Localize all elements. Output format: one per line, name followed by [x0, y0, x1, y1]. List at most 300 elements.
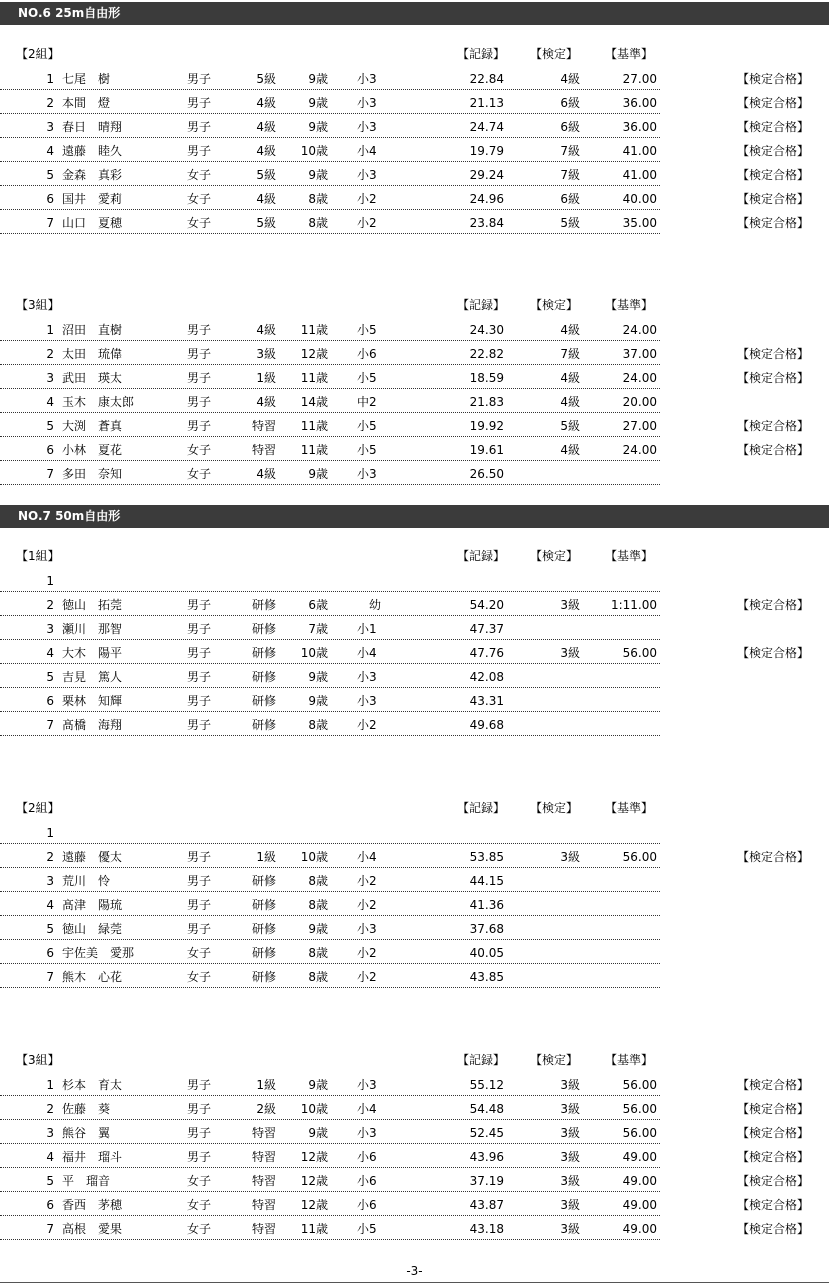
- row-dotted-rule: [0, 484, 660, 485]
- gender: 女子: [187, 946, 212, 960]
- current-level: 研修: [251, 718, 276, 732]
- swimmer-name: 徳山 緑莞: [62, 922, 123, 936]
- row-dotted-rule: [0, 89, 660, 90]
- row-dotted-rule: [0, 915, 660, 916]
- record-time: 29.24: [469, 168, 504, 182]
- swimmer-name: 徳山 拓莞: [62, 598, 123, 612]
- group-header: [0, 547, 829, 565]
- gender: 女子: [187, 1174, 212, 1188]
- gender: 男子: [187, 395, 212, 409]
- standard-time: 41.00: [622, 144, 657, 158]
- lane-number: 4: [46, 1150, 54, 1164]
- pass-status: 【検定合格】: [737, 419, 810, 433]
- test-level: 4級: [560, 72, 580, 86]
- lane-number: 3: [46, 1126, 54, 1140]
- swimmer-name: 山口 夏穂: [62, 216, 123, 230]
- school-grade: 小3: [357, 670, 377, 684]
- lane-number: 7: [46, 467, 54, 481]
- record-time: 54.48: [469, 1102, 504, 1116]
- swimmer-name: 玉木 康太郎: [62, 395, 135, 409]
- page-number: -3-: [406, 1264, 423, 1278]
- age: 8歳: [308, 898, 328, 912]
- group-header: [0, 45, 829, 63]
- group-label: 【1組】: [16, 549, 60, 563]
- school-grade: 小1: [357, 622, 377, 636]
- row-dotted-rule: [0, 591, 660, 592]
- row-dotted-rule: [0, 687, 660, 688]
- gender: 男子: [187, 718, 212, 732]
- result-row: [0, 617, 829, 641]
- test-level: 3級: [560, 1078, 580, 1092]
- pass-status: 【検定合格】: [737, 371, 810, 385]
- swimmer-name: 本間 燈: [62, 96, 111, 110]
- record-time: 47.37: [469, 622, 504, 636]
- pass-status: 【検定合格】: [737, 347, 810, 361]
- kijun-header: 【基準】: [605, 47, 654, 61]
- standard-time: 27.00: [622, 419, 657, 433]
- result-row: [0, 689, 829, 713]
- lane-number: 7: [46, 718, 54, 732]
- row-dotted-rule: [0, 615, 660, 616]
- school-grade: 小5: [357, 443, 377, 457]
- record-time: 42.08: [469, 670, 504, 684]
- standard-time: 49.00: [622, 1174, 657, 1188]
- gender: 男子: [187, 371, 212, 385]
- age: 8歳: [308, 718, 328, 732]
- age: 9歳: [308, 467, 328, 481]
- current-level: 研修: [251, 598, 276, 612]
- pass-status: 【検定合格】: [737, 216, 810, 230]
- kijun-header: 【基準】: [605, 801, 654, 815]
- pass-status: 【検定合格】: [737, 598, 810, 612]
- row-dotted-rule: [0, 843, 660, 844]
- school-grade: 小3: [357, 922, 377, 936]
- row-dotted-rule: [0, 867, 660, 868]
- row-dotted-rule: [0, 1167, 660, 1168]
- row-dotted-rule: [0, 1191, 660, 1192]
- record-time: 47.76: [469, 646, 504, 660]
- swimmer-name: 太田 琉偉: [62, 347, 123, 361]
- standard-time: 56.00: [622, 1126, 657, 1140]
- row-dotted-rule: [0, 639, 660, 640]
- swimmer-name: 国井 愛莉: [62, 192, 123, 206]
- current-level: 4級: [256, 144, 276, 158]
- test-level: 3級: [560, 850, 580, 864]
- school-grade: 小3: [357, 168, 377, 182]
- current-level: 研修: [251, 646, 276, 660]
- age: 12歳: [300, 1150, 328, 1164]
- age: 6歳: [308, 598, 328, 612]
- lane-number: 7: [46, 970, 54, 984]
- record-time: 52.45: [469, 1126, 504, 1140]
- current-level: 研修: [251, 874, 276, 888]
- current-level: 研修: [251, 694, 276, 708]
- gender: 女子: [187, 216, 212, 230]
- gender: 男子: [187, 646, 212, 660]
- lane-number: 1: [46, 72, 54, 86]
- test-level: 3級: [560, 1150, 580, 1164]
- school-grade: 小2: [357, 192, 377, 206]
- record-time: 19.61: [469, 443, 504, 457]
- age: 11歳: [300, 371, 328, 385]
- result-row: [0, 67, 829, 91]
- record-time: 22.82: [469, 347, 504, 361]
- standard-time: 56.00: [622, 646, 657, 660]
- result-row: [0, 965, 829, 989]
- record-time: 43.18: [469, 1222, 504, 1236]
- result-row: [0, 1097, 829, 1121]
- kijun-header: 【基準】: [605, 549, 654, 563]
- lane-number: 3: [46, 371, 54, 385]
- row-dotted-rule: [0, 939, 660, 940]
- current-level: 4級: [256, 96, 276, 110]
- current-level: 4級: [256, 192, 276, 206]
- pass-status: 【検定合格】: [737, 120, 810, 134]
- swimmer-name: 宇佐美 愛那: [62, 946, 135, 960]
- current-level: 1級: [256, 850, 276, 864]
- row-dotted-rule: [0, 137, 660, 138]
- lane-number: 4: [46, 898, 54, 912]
- record-time: 54.20: [469, 598, 504, 612]
- swimmer-name: 佐藤 葵: [62, 1102, 111, 1116]
- record-time: 24.96: [469, 192, 504, 206]
- lane-number: 4: [46, 144, 54, 158]
- group-label: 【3組】: [16, 298, 60, 312]
- record-time: 23.84: [469, 216, 504, 230]
- group-label: 【3組】: [16, 1053, 60, 1067]
- school-grade: 小3: [357, 1078, 377, 1092]
- age: 8歳: [308, 192, 328, 206]
- standard-time: 49.00: [622, 1198, 657, 1212]
- school-grade: 小3: [357, 120, 377, 134]
- result-row: [0, 869, 829, 893]
- current-level: 4級: [256, 395, 276, 409]
- swimmer-name: 荒川 怜: [62, 874, 111, 888]
- lane-number: 2: [46, 1102, 54, 1116]
- result-row: [0, 211, 829, 235]
- current-level: 研修: [251, 670, 276, 684]
- current-level: 2級: [256, 1102, 276, 1116]
- test-level: 4級: [560, 323, 580, 337]
- current-level: 特習: [251, 1222, 276, 1236]
- school-grade: 小4: [357, 646, 377, 660]
- result-row: [0, 569, 829, 593]
- gender: 男子: [187, 419, 212, 433]
- record-header: 【記録】: [457, 549, 506, 563]
- standard-time: 20.00: [622, 395, 657, 409]
- school-grade: 小3: [357, 467, 377, 481]
- swimmer-name: 瀬川 那智: [62, 622, 123, 636]
- school-grade: 中2: [357, 395, 377, 409]
- result-row: [0, 1217, 829, 1241]
- age: 9歳: [308, 72, 328, 86]
- gender: 女子: [187, 168, 212, 182]
- row-dotted-rule: [0, 735, 660, 736]
- record-time: 24.30: [469, 323, 504, 337]
- gender: 男子: [187, 898, 212, 912]
- school-grade: 小6: [357, 1174, 377, 1188]
- record-time: 41.36: [469, 898, 504, 912]
- row-dotted-rule: [0, 364, 660, 365]
- gender: 男子: [187, 1126, 212, 1140]
- school-grade: 小3: [357, 1126, 377, 1140]
- row-dotted-rule: [0, 340, 660, 341]
- current-level: 研修: [251, 898, 276, 912]
- event-title: NO.6 25m自由形: [18, 6, 121, 20]
- record-header: 【記録】: [457, 801, 506, 815]
- swimmer-name: 大渕 蒼真: [62, 419, 123, 433]
- current-level: 特習: [251, 443, 276, 457]
- record-time: 21.83: [469, 395, 504, 409]
- group-header: [0, 296, 829, 314]
- result-row: [0, 1193, 829, 1217]
- age: 12歳: [300, 347, 328, 361]
- standard-time: 1:11.00: [610, 598, 657, 612]
- record-time: 49.68: [469, 718, 504, 732]
- test-level: 6級: [560, 120, 580, 134]
- swimmer-name: 多田 奈知: [62, 467, 123, 481]
- standard-time: 24.00: [622, 371, 657, 385]
- record-time: 43.96: [469, 1150, 504, 1164]
- lane-number: 3: [46, 622, 54, 636]
- gender: 男子: [187, 96, 212, 110]
- row-dotted-rule: [0, 233, 660, 234]
- lane-number: 6: [46, 1198, 54, 1212]
- test-level: 3級: [560, 1102, 580, 1116]
- standard-time: 36.00: [622, 120, 657, 134]
- row-dotted-rule: [0, 1119, 660, 1120]
- pass-status: 【検定合格】: [737, 96, 810, 110]
- row-dotted-rule: [0, 1239, 660, 1240]
- result-row: [0, 1073, 829, 1097]
- swimmer-name: 武田 瑛太: [62, 371, 123, 385]
- pass-status: 【検定合格】: [737, 1198, 810, 1212]
- current-level: 5級: [256, 72, 276, 86]
- gender: 男子: [187, 347, 212, 361]
- result-row: [0, 318, 829, 342]
- pass-status: 【検定合格】: [737, 1174, 810, 1188]
- age: 12歳: [300, 1174, 328, 1188]
- current-level: 4級: [256, 323, 276, 337]
- school-grade: 小2: [357, 898, 377, 912]
- lane-number: 1: [46, 826, 54, 840]
- kentei-header: 【検定】: [530, 298, 579, 312]
- test-level: 4級: [560, 395, 580, 409]
- record-header: 【記録】: [457, 47, 506, 61]
- event-title-bar: [0, 505, 829, 528]
- result-row: [0, 665, 829, 689]
- pass-status: 【検定合格】: [737, 1150, 810, 1164]
- kijun-header: 【基準】: [605, 1053, 654, 1067]
- row-dotted-rule: [0, 663, 660, 664]
- current-level: 特習: [251, 1150, 276, 1164]
- record-time: 43.31: [469, 694, 504, 708]
- gender: 女子: [187, 443, 212, 457]
- pass-status: 【検定合格】: [737, 646, 810, 660]
- age: 9歳: [308, 922, 328, 936]
- age: 7歳: [308, 622, 328, 636]
- age: 9歳: [308, 1126, 328, 1140]
- kentei-header: 【検定】: [530, 549, 579, 563]
- lane-number: 1: [46, 574, 54, 588]
- gender: 男子: [187, 323, 212, 337]
- age: 12歳: [300, 1198, 328, 1212]
- lane-number: 7: [46, 216, 54, 230]
- result-row: [0, 414, 829, 438]
- record-time: 18.59: [469, 371, 504, 385]
- age: 9歳: [308, 120, 328, 134]
- gender: 男子: [187, 1078, 212, 1092]
- record-time: 40.05: [469, 946, 504, 960]
- record-time: 55.12: [469, 1078, 504, 1092]
- result-row: [0, 366, 829, 390]
- lane-number: 2: [46, 96, 54, 110]
- result-row: [0, 390, 829, 414]
- lane-number: 2: [46, 598, 54, 612]
- age: 11歳: [300, 323, 328, 337]
- pass-status: 【検定合格】: [737, 443, 810, 457]
- school-grade: 小4: [357, 1102, 377, 1116]
- test-level: 5級: [560, 216, 580, 230]
- current-level: 研修: [251, 946, 276, 960]
- group-header: [0, 799, 829, 817]
- record-time: 19.79: [469, 144, 504, 158]
- lane-number: 2: [46, 347, 54, 361]
- group-header: [0, 1051, 829, 1069]
- test-level: 3級: [560, 1126, 580, 1140]
- current-level: 5級: [256, 168, 276, 182]
- school-grade: 小5: [357, 371, 377, 385]
- current-level: 研修: [251, 970, 276, 984]
- current-level: 1級: [256, 371, 276, 385]
- age: 9歳: [308, 670, 328, 684]
- school-grade: 小2: [357, 216, 377, 230]
- gender: 男子: [187, 874, 212, 888]
- gender: 男子: [187, 922, 212, 936]
- lane-number: 3: [46, 120, 54, 134]
- result-row: [0, 917, 829, 941]
- swimmer-name: 高根 愛果: [62, 1222, 123, 1236]
- test-level: 3級: [560, 1174, 580, 1188]
- gender: 男子: [187, 72, 212, 86]
- gender: 男子: [187, 120, 212, 134]
- age: 10歳: [300, 850, 328, 864]
- current-level: 特習: [251, 419, 276, 433]
- swimmer-name: 遠藤 睦久: [62, 144, 123, 158]
- pass-status: 【検定合格】: [737, 850, 810, 864]
- result-row: [0, 641, 829, 665]
- standard-time: 49.00: [622, 1222, 657, 1236]
- result-row: [0, 941, 829, 965]
- result-row: [0, 163, 829, 187]
- result-row: [0, 1145, 829, 1169]
- school-grade: 小3: [357, 694, 377, 708]
- age: 14歳: [300, 395, 328, 409]
- record-time: 37.68: [469, 922, 504, 936]
- standard-time: 24.00: [622, 323, 657, 337]
- school-grade: 小4: [357, 144, 377, 158]
- age: 10歳: [300, 1102, 328, 1116]
- current-level: 5級: [256, 216, 276, 230]
- test-level: 3級: [560, 646, 580, 660]
- swimmer-name: 髙橋 海翔: [62, 718, 123, 732]
- age: 11歳: [300, 443, 328, 457]
- school-grade: 幼: [357, 598, 382, 612]
- gender: 男子: [187, 144, 212, 158]
- swimmer-name: 吉見 篤人: [62, 670, 123, 684]
- standard-time: 56.00: [622, 1102, 657, 1116]
- row-dotted-rule: [0, 209, 660, 210]
- swimmer-name: 小林 夏花: [62, 443, 123, 457]
- row-dotted-rule: [0, 891, 660, 892]
- gender: 男子: [187, 850, 212, 864]
- row-dotted-rule: [0, 436, 660, 437]
- result-row: [0, 115, 829, 139]
- standard-time: 24.00: [622, 443, 657, 457]
- result-row: [0, 187, 829, 211]
- swimmer-name: 栗林 知輝: [62, 694, 123, 708]
- lane-number: 1: [46, 323, 54, 337]
- row-dotted-rule: [0, 963, 660, 964]
- lane-number: 6: [46, 694, 54, 708]
- school-grade: 小3: [357, 72, 377, 86]
- kijun-header: 【基準】: [605, 298, 654, 312]
- result-row: [0, 139, 829, 163]
- lane-number: 5: [46, 168, 54, 182]
- pass-status: 【検定合格】: [737, 72, 810, 86]
- swimmer-name: 金森 真彩: [62, 168, 123, 182]
- result-row: [0, 713, 829, 737]
- result-row: [0, 845, 829, 869]
- group-label: 【2組】: [16, 801, 60, 815]
- record-time: 21.13: [469, 96, 504, 110]
- swimmer-name: 髙津 陽琉: [62, 898, 123, 912]
- lane-number: 2: [46, 850, 54, 864]
- current-level: 特習: [251, 1174, 276, 1188]
- kentei-header: 【検定】: [530, 1053, 579, 1067]
- result-row: [0, 1169, 829, 1193]
- standard-time: 37.00: [622, 347, 657, 361]
- swimmer-name: 香西 茅穂: [62, 1198, 123, 1212]
- record-header: 【記録】: [457, 1053, 506, 1067]
- test-level: 5級: [560, 419, 580, 433]
- swimmer-name: 遠藤 優太: [62, 850, 123, 864]
- pass-status: 【検定合格】: [737, 168, 810, 182]
- test-level: 3級: [560, 1198, 580, 1212]
- current-level: 特習: [251, 1198, 276, 1212]
- record-time: 19.92: [469, 419, 504, 433]
- gender: 男子: [187, 1150, 212, 1164]
- record-time: 22.84: [469, 72, 504, 86]
- school-grade: 小5: [357, 1222, 377, 1236]
- lane-number: 6: [46, 946, 54, 960]
- age: 9歳: [308, 1078, 328, 1092]
- age: 9歳: [308, 168, 328, 182]
- lane-number: 5: [46, 1174, 54, 1188]
- row-dotted-rule: [0, 412, 660, 413]
- school-grade: 小5: [357, 323, 377, 337]
- standard-time: 56.00: [622, 1078, 657, 1092]
- lane-number: 5: [46, 419, 54, 433]
- gender: 男子: [187, 670, 212, 684]
- standard-time: 40.00: [622, 192, 657, 206]
- standard-time: 41.00: [622, 168, 657, 182]
- swimmer-name: 沼田 直樹: [62, 323, 123, 337]
- lane-number: 6: [46, 192, 54, 206]
- page-bottom-rule: [0, 1282, 829, 1283]
- age: 8歳: [308, 874, 328, 888]
- record-time: 43.87: [469, 1198, 504, 1212]
